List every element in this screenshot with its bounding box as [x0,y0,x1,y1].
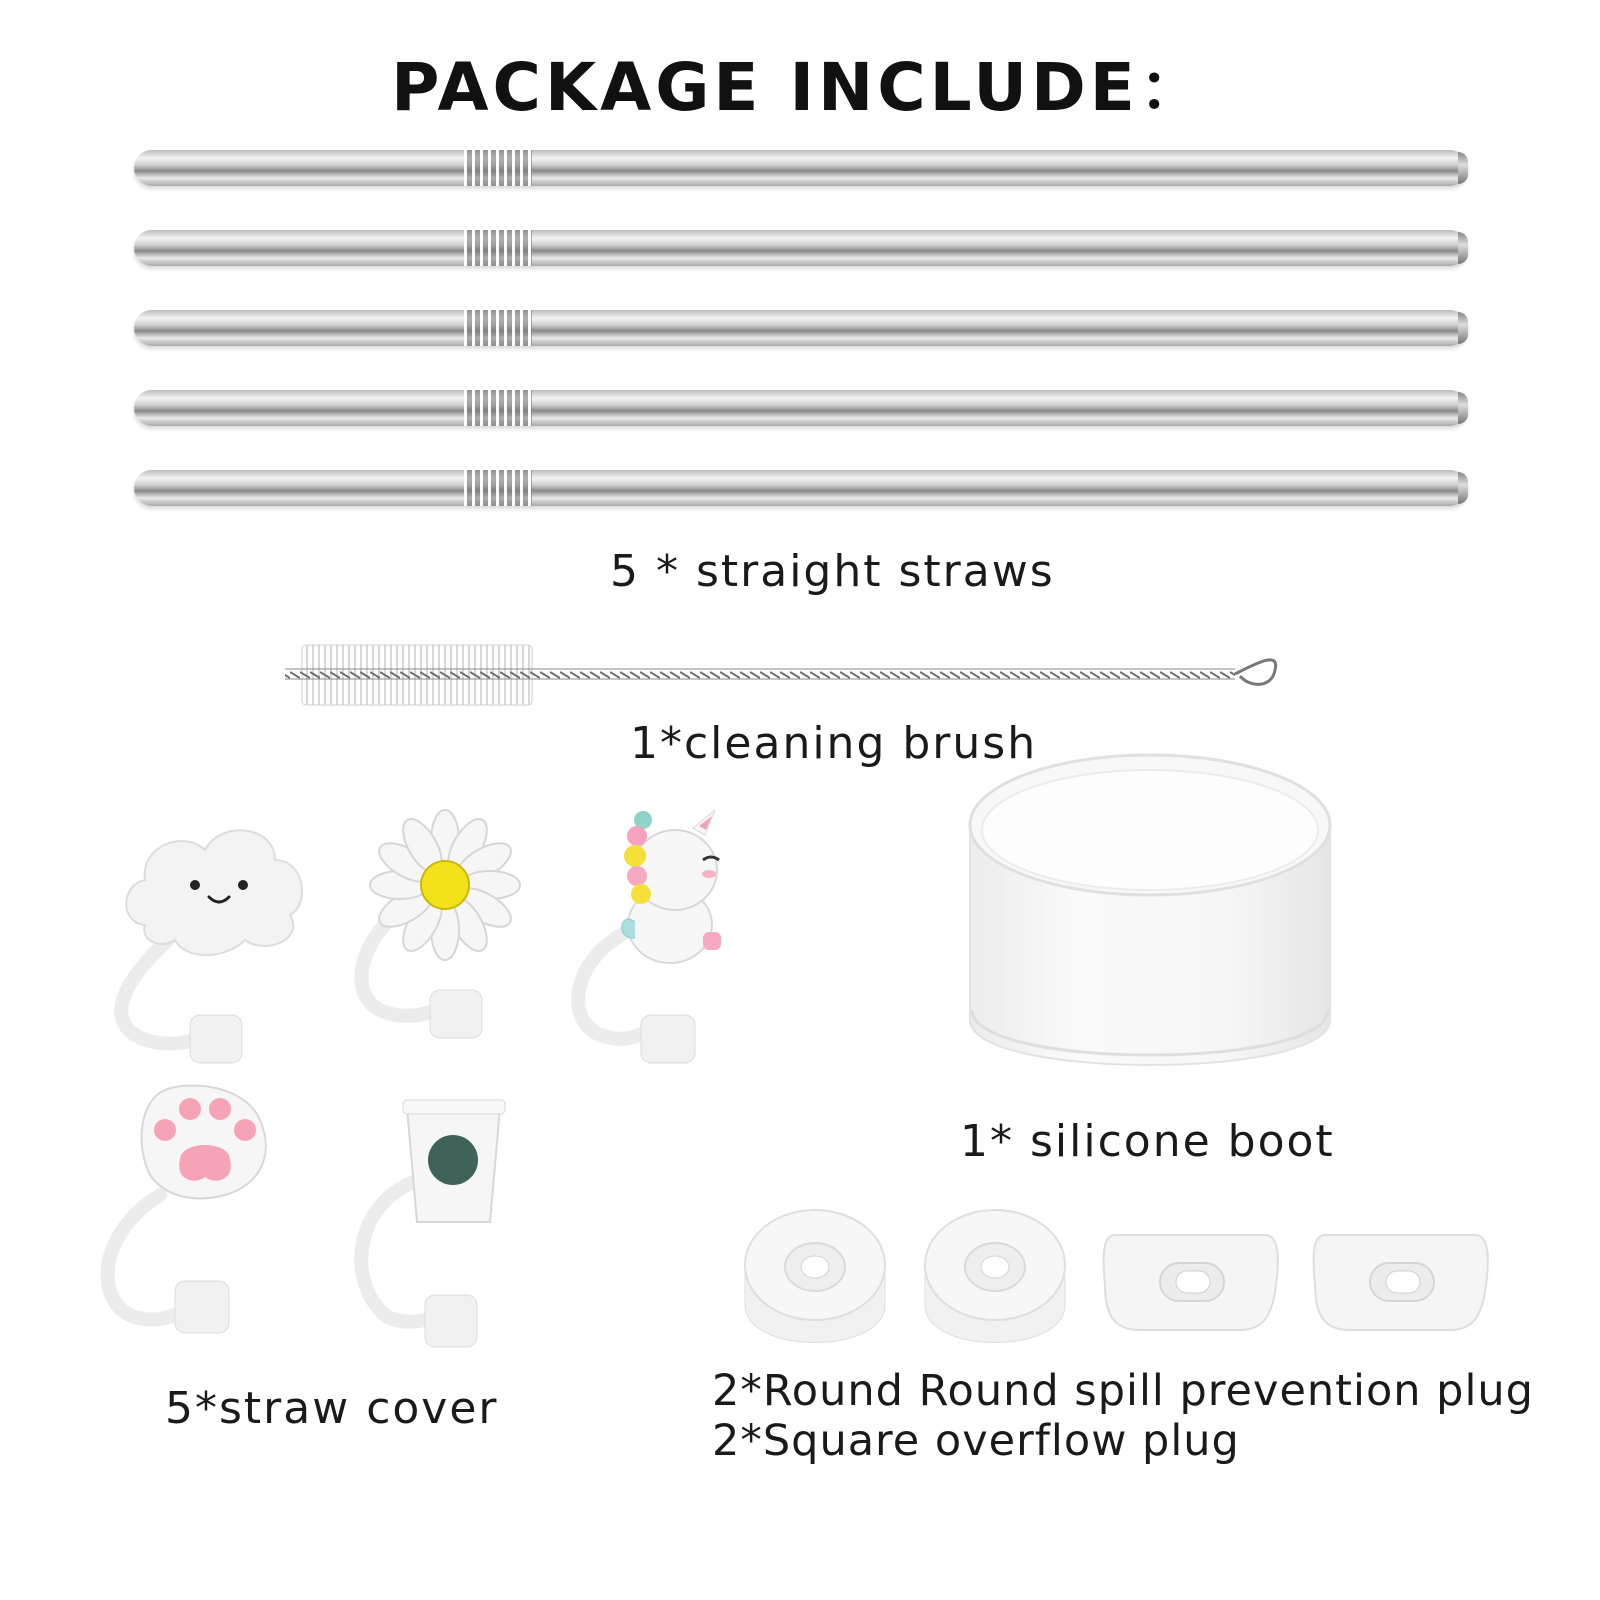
square-plug-icon [1310,1225,1490,1345]
brush-label: 1*cleaning brush [630,718,1038,769]
unicorn-icon [565,810,755,1070]
cleaning-brush-icon [280,640,1320,730]
square-plug-icon [1100,1225,1280,1345]
page-title: PACKAGE INCLUDE： [391,49,1209,126]
silicone-boot-label: 1* silicone boot [960,1116,1335,1167]
straws-label: 5 * straight straws [610,546,1055,597]
steel-straw [134,310,1468,346]
cloud-icon [105,815,305,1065]
round-plug-icon [915,1195,1075,1355]
round-plug-label: 2*Round Round spill prevention plug [712,1366,1534,1416]
steel-straw [134,230,1468,266]
cup-icon [345,1100,515,1360]
square-plug-label: 2*Square overflow plug [712,1416,1240,1466]
steel-straw [134,470,1468,506]
steel-straw [134,150,1468,186]
steel-straw [134,390,1468,426]
silicone-boot-icon [960,750,1340,1100]
straw-cover-label: 5*straw cover [165,1383,499,1434]
paw-icon [95,1085,285,1345]
daisy-icon [350,815,540,1065]
round-plug-icon [735,1195,895,1355]
